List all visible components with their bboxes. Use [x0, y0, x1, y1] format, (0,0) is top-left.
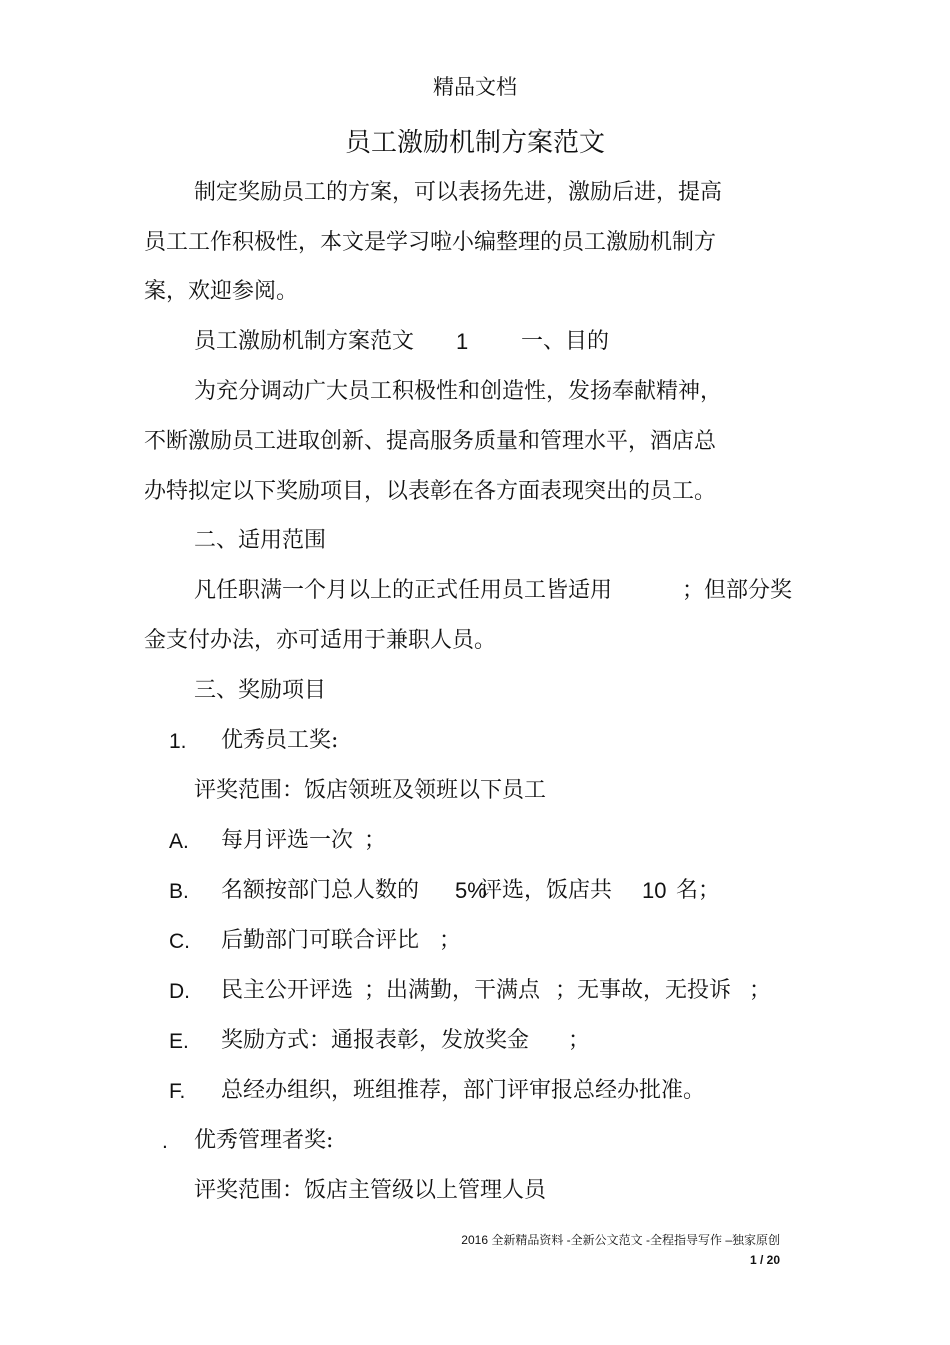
intro-line-3: 案，欢迎参阅。 — [144, 279, 299, 304]
item-c-punct: ； — [439, 928, 462, 953]
page-number: 1 / 20 — [749, 1253, 780, 1267]
purpose-line-2: 不断激励员工进取创新、提高服务质量和管理水平，酒店总 — [144, 429, 717, 454]
item-b-text-3: 名； — [676, 878, 721, 903]
scope-line-1-tail: ；但部分奖 — [682, 578, 793, 603]
item-b-count: 10 — [642, 878, 667, 903]
item-d-marker: D. — [169, 980, 190, 1003]
intro-line-2: 员工工作积极性，本文是学习啦小编整理的员工激励机制方 — [144, 230, 717, 255]
item-e-text: 奖励方式：通报表彰，发放奖金 — [221, 1028, 530, 1053]
item-c-text: 后勤部门可联合评比 — [221, 928, 420, 953]
purpose-line-1: 为充分调动广大员工积极性和创造性，发扬奉献精神， — [194, 379, 723, 404]
item-a-text: 每月评选一次 — [221, 828, 354, 853]
item-a-marker: A. — [169, 830, 189, 853]
item-c-marker: C. — [169, 930, 190, 953]
item-d-punct: ； — [749, 978, 772, 1003]
item-d-text-3: ；无事故，无投诉 — [555, 978, 732, 1003]
item-b-percent: 5% — [455, 878, 487, 903]
item-d-text-1: 民主公开评选 — [221, 978, 354, 1003]
awards-heading: 三、奖励项目 — [194, 678, 327, 703]
item-a-punct: ； — [364, 828, 387, 853]
item-b-marker: B. — [169, 880, 189, 903]
award-2-marker: . — [162, 1130, 168, 1153]
scope-line-1: 凡任职满一个月以上的正式任用员工皆适用 — [194, 578, 613, 603]
award-1-title: 优秀员工奖: — [221, 728, 339, 753]
item-e-marker: E. — [169, 1030, 189, 1053]
item-b-text-2: 评选，饭店共 — [480, 878, 613, 903]
page-header: 精品文档 — [433, 75, 517, 99]
item-f-marker: F. — [169, 1080, 186, 1103]
award-2-range: 评奖范围：饭店主管级以上管理人员 — [194, 1178, 547, 1203]
page-footer: 2016 全新精品资料 -全新公文范文 -全程指导写作 –独家原创 — [461, 1233, 780, 1247]
document-title: 员工激励机制方案范文 — [344, 128, 605, 158]
item-e-punct: ； — [568, 1028, 591, 1053]
scope-line-2: 金支付办法，亦可适用于兼职人员。 — [144, 628, 497, 653]
intro-line-1: 制定奖励员工的方案，可以表扬先进，激励后进，提高 — [194, 180, 723, 205]
item-f-text: 总经办组织，班组推荐，部门评审报总经办批准。 — [221, 1078, 706, 1103]
purpose-heading: 一、目的 — [521, 329, 610, 354]
item-d-text-2: ；出满勤，干满点 — [364, 978, 541, 1003]
award-1-marker: 1. — [169, 730, 187, 753]
item-b-text-1: 名额按部门总人数的 — [221, 878, 420, 903]
section-heading: 员工激励机制方案范文 — [194, 329, 415, 354]
purpose-line-3: 办特拟定以下奖励项目，以表彰在各方面表现突出的员工。 — [144, 479, 717, 504]
award-2-title: 优秀管理者奖: — [194, 1128, 334, 1153]
scope-heading: 二、适用范围 — [194, 528, 327, 553]
award-1-range: 评奖范围：饭店领班及领班以下员工 — [194, 778, 547, 803]
section-number: 1 — [456, 329, 469, 354]
